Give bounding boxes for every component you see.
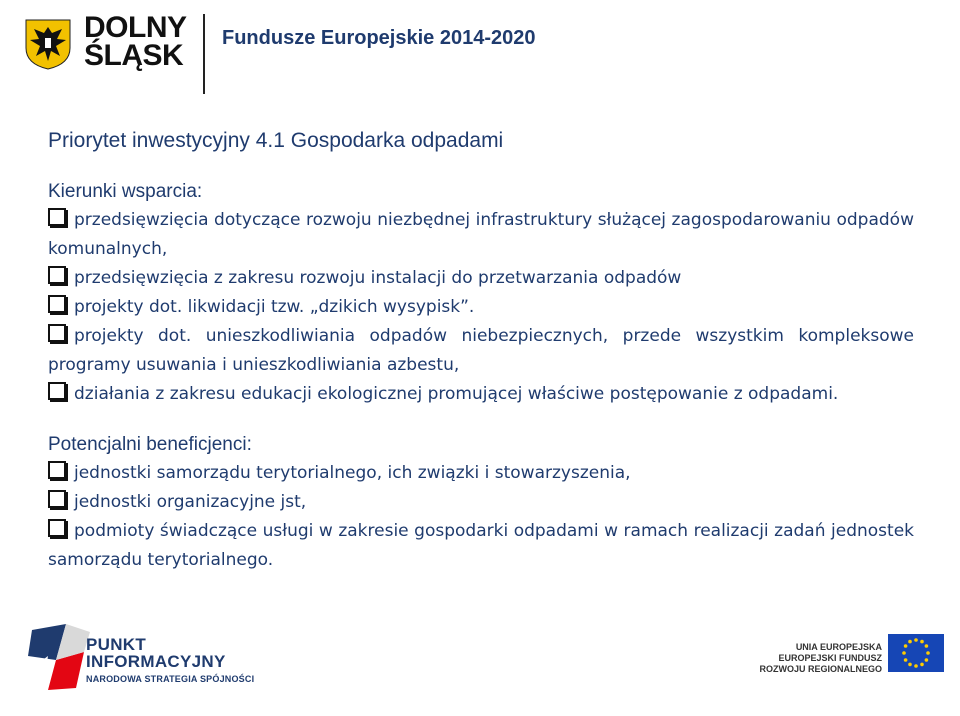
logo-line-1: DOLNY: [84, 11, 187, 44]
punkt-line-1: PUNKT: [86, 635, 147, 654]
logo-line-2: ŚLĄSK: [84, 39, 184, 72]
funds-title: Fundusze Europejskie 2014-2020: [222, 27, 536, 49]
eu-text: [738, 642, 882, 675]
eu-line-3: ROZWOJU REGIONALNEGO: [759, 664, 882, 674]
header-divider: [203, 14, 205, 94]
list-item: projekty dot. likwidacji tzw. „dzikich wysypisk”.: [48, 293, 914, 322]
eagle-crest-icon: [24, 18, 72, 70]
support-list: [48, 206, 914, 409]
punkt-line-2: INFORMACYJNY: [86, 652, 226, 671]
punkt-informacyjny-logo-icon: [26, 622, 92, 692]
checkbox-bullet-icon: [48, 324, 66, 342]
list-item: działania z zakresu edukacji ekologicznej promującej właściwe postępowanie z odpadami.: [48, 380, 914, 409]
list-item: jednostki samorządu terytorialnego, ich związki i stowarzyszenia,: [48, 459, 914, 488]
checkbox-bullet-icon: [48, 490, 66, 508]
slide-content: [48, 118, 914, 575]
dolny-slask-logo: [84, 11, 194, 72]
list-item: jednostki organizacyjne jst,: [48, 488, 914, 517]
checkbox-bullet-icon: [48, 461, 66, 479]
footer: [0, 612, 960, 716]
checkbox-bullet-icon: [48, 208, 66, 226]
beneficiaries-heading: Potencjalni beneficjenci:: [48, 434, 252, 455]
punkt-informacyjny-logo: [86, 636, 254, 684]
list-item: przedsięwzięcia dotyczące rozwoju niezbędnej infrastruktury służącej zagospodarowaniu odpadów komunalnych,: [48, 210, 914, 259]
eu-line-1: UNIA EUROPEJSKA: [795, 642, 882, 652]
checkbox-bullet-icon: [48, 266, 66, 284]
support-heading: Kierunki wsparcia:: [48, 181, 203, 202]
beneficiaries-list: [48, 459, 914, 575]
checkbox-bullet-icon: [48, 519, 66, 537]
checkbox-bullet-icon: [48, 382, 66, 400]
list-item: projekty dot. unieszkodliwiania odpadów niebezpiecznych, przede wszystkim kompleksowe programy usuwania i unieszkodliwiania azbestu,: [48, 326, 914, 375]
eu-line-2: EUROPEJSKI FUNDUSZ: [778, 653, 882, 663]
punkt-subtitle: NARODOWA STRATEGIA SPÓJNOŚCI: [86, 674, 255, 684]
eu-flag-icon: [888, 634, 944, 672]
list-item: podmioty świadczące usługi w zakresie gospodarki odpadami w ramach realizacji zadań jednostek samorządu terytorialnego.: [48, 521, 914, 570]
checkbox-bullet-icon: [48, 295, 66, 313]
list-item: przedsięwzięcia z zakresu rozwoju instalacji do przetwarzania odpadów: [48, 264, 914, 293]
header: [0, 0, 960, 100]
page-title: Priorytet inwestycyjny 4.1 Gospodarka odpadami: [48, 129, 504, 152]
